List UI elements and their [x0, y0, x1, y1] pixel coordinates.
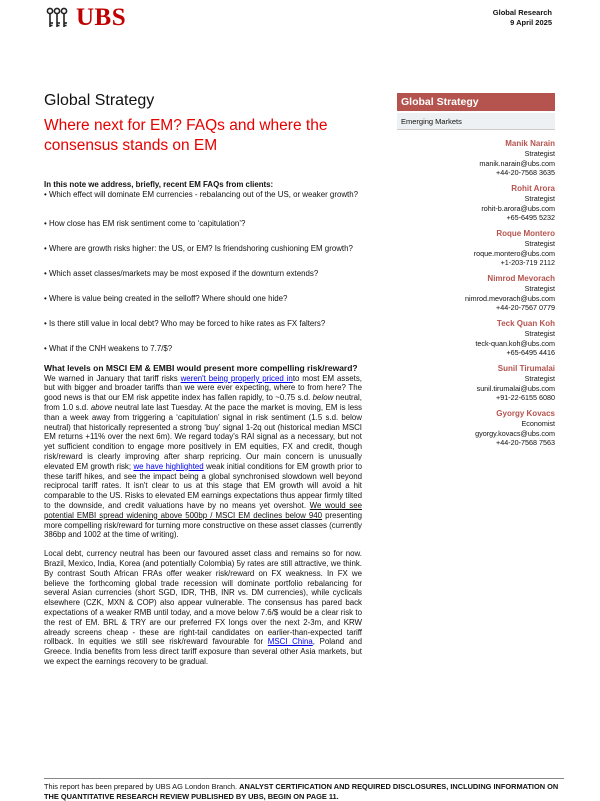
analyst-phone: +44-20-7567 0779 [496, 303, 555, 312]
analyst-phone: +44-20-7568 3635 [496, 168, 555, 177]
analyst-email[interactable]: rohit-b.arora@ubs.com [481, 203, 555, 213]
footer-disclosure: ANALYST CERTIFICATION AND REQUIRED DISCLOSURES, INCLUDING INFORMATION ON THE QUANTITATIVE RESEARCH REVIEW PUBLISHED BY UBS, BEGIN ON PAGE 11. [44, 782, 559, 801]
faq-bullet: • Where is value being created in the selloff? Where should one hide? [44, 293, 288, 303]
paragraph-local-debt [44, 549, 362, 667]
text-run: below [312, 393, 334, 403]
analyst-name: Teck Quan Koh [496, 319, 555, 328]
analyst-name: Sunil Tirumalai [497, 364, 555, 373]
text-run: Local debt, currency neutral has been our favoured asset class and remains so for now. Brazil, Mexico, India, Korea (and potentially Colombia) 5y rates are still attractive, we think. By contrast South African FRAs offer weaker risk/reward on FX weakness. In FX we believe the forthcoming global trade recession will dominate portfolio rebalancing for several Asian currencies (short SGD, IDR, THB, INR vs. DM currencies), while cyclicals elsewhere (CZK, MXN & COP) also appear vulnerable. The consensus has pared back expectations of a weaker RMB until today, and a move below 7.6/$ would be a clear risk to the rest of EM. BRL & TRY are our preferred FX longs over the next 2-3m, and KRW already screens cheap - these are right-tail candidates on earlier-than-expected tariff rollback. In equities we still see risk/reward favourable for [44, 549, 362, 647]
analyst-email[interactable]: gyorgy.kovacs@ubs.com [475, 428, 555, 438]
page-title: Where next for EM? FAQs and where the consensus stands on EM [44, 117, 328, 154]
analyst-phone: +65-6495 4416 [506, 348, 555, 357]
intro-heading: In this note we address, briefly, recent EM FAQs from clients: [44, 180, 274, 189]
analyst-email[interactable]: manik.narain@ubs.com [479, 158, 555, 168]
text-run: , Poland and Greece. India benefits from less direct tariff exposure than several other Asia markets, but we expect the earnings recovery to be gradual. [44, 637, 362, 666]
analyst-role: Strategist [524, 329, 555, 338]
series-title: Global Strategy [44, 92, 155, 109]
faq-bullet: • What if the CNH weakens to 7.7/$? [44, 343, 173, 353]
faq-bullet: • Which effect will dominate EM currencies - rebalancing out of the US, or weaker growth? [44, 189, 358, 199]
analyst-phone: +44-20-7568 7563 [496, 438, 555, 447]
faq-bullet: • How close has EM risk sentiment come to ‘capitulation’? [44, 218, 246, 228]
analyst-role: Strategist [524, 149, 555, 158]
analyst-phone: +1-203-719 2112 [500, 258, 555, 267]
analyst-email[interactable]: sunil.tirumalai@ubs.com [476, 383, 555, 393]
sidebar-subsection: Emerging Markets [397, 113, 555, 130]
analyst-role: Economist [521, 419, 555, 428]
text-run: above [90, 402, 113, 412]
analyst-phone: +65-6495 5232 [506, 213, 555, 222]
analyst-card [385, 318, 555, 358]
text-run: weak initial conditions for EM growth prior to these tariff hikes, and see the impact being a global synchronised slowdown well beyond reciprocal tariff rates. It isn't clear to us at this stage that EM growth will avoid a hit comparable to the US. Risks to elevated EM earnings expectations thus appear firmly tilted to the downside, and credit valuations have by no means yet overshot. [44, 461, 362, 510]
analyst-name: Nimrod Mevorach [487, 274, 555, 283]
ubs-logo [44, 4, 126, 32]
analyst-email[interactable]: teck-quan.koh@ubs.com [475, 338, 555, 348]
text-run: presenting more compelling risk/reward for turning more constructive on these asset classes (currently 386bp and 1002 at the time of writing). [44, 510, 362, 540]
keys-icon [44, 7, 70, 29]
analyst-name: Manik Narain [505, 139, 555, 148]
analyst-email[interactable]: nimrod.mevorach@ubs.com [465, 293, 555, 303]
analyst-role: Strategist [524, 194, 555, 203]
text-run: neutral late last Tuesday. At the pace the market is moving, EM is less than a week away from triggering a ‘capitulation’ signal in risk sentiment (1.5 s.d. below neutral) that historically represented a strong ‘buy’ signal 1-2q out (historical median MSCI EM returns +11% over the next 6m). We regard today's RAI signal as a necessary, but not yet sufficient condition to engage more positively in EM equities, FX and credit, though risk/reward is clearly improving after sharp repricing. Our main concern is unusually elevated EM growth risk; [44, 402, 362, 471]
analyst-name: Roque Montero [496, 229, 555, 238]
research-label: Global Research [492, 8, 552, 17]
report-meta [493, 8, 552, 28]
link-highlighted[interactable]: we have highlighted [133, 461, 204, 471]
analyst-phone: +91-22-6155 6080 [496, 393, 555, 402]
link-msci-china[interactable]: MSCI China [267, 637, 313, 647]
analyst-list [385, 138, 555, 453]
analyst-card [385, 408, 555, 448]
text-run: neutral, from 1.0 s.d. [44, 393, 362, 412]
report-body [44, 180, 362, 667]
text-run: We warned in January that tariff risks [44, 373, 181, 383]
analyst-role: Strategist [524, 284, 555, 293]
analyst-role: Strategist [524, 374, 555, 383]
analyst-card [385, 138, 555, 178]
footer-text: This report has been prepared by UBS AG London Branch. [44, 782, 240, 791]
analyst-name: Gyorgy Kovacs [496, 409, 555, 418]
analyst-name: Rohit Arora [511, 184, 555, 193]
sidebar-section-band: Global Strategy [397, 93, 555, 111]
disclosure-footer [44, 778, 564, 801]
text-run: to most EM assets, but with bigger and broader tariffs than we were ever expecting, where to from here? The good news is that our EM risk appetite index has fallen rapidly, to ~0.75 s.d. [44, 373, 362, 403]
section-heading: What levels on MSCI EM & EMBI would present more compelling risk/reward? [44, 362, 358, 373]
analyst-card [385, 183, 555, 223]
faq-bullet: • Is there still value in local debt? Who may be forced to hike rates as FX falters? [44, 318, 326, 328]
report-date: 9 April 2025 [510, 18, 552, 27]
faq-bullet: • Which asset classes/markets may be most exposed if the downturn extends? [44, 268, 319, 278]
analyst-card [385, 273, 555, 313]
analyst-role: Strategist [524, 239, 555, 248]
analyst-email[interactable]: roque.montero@ubs.com [473, 248, 555, 258]
analyst-card [385, 363, 555, 403]
faq-bullet: • Where are growth risks higher: the US, or EM? Is friendshoring cushioning EM growth? [44, 243, 353, 253]
paragraph-risk-reward [44, 374, 362, 541]
brand-wordmark: UBS [76, 4, 127, 31]
text-run: We would see potential EMBI spread widening above 500bp / MSCI EM declines below 940 [44, 500, 362, 520]
analyst-card [385, 228, 555, 268]
link-not-priced-in[interactable]: weren't being properly priced in [180, 373, 293, 383]
